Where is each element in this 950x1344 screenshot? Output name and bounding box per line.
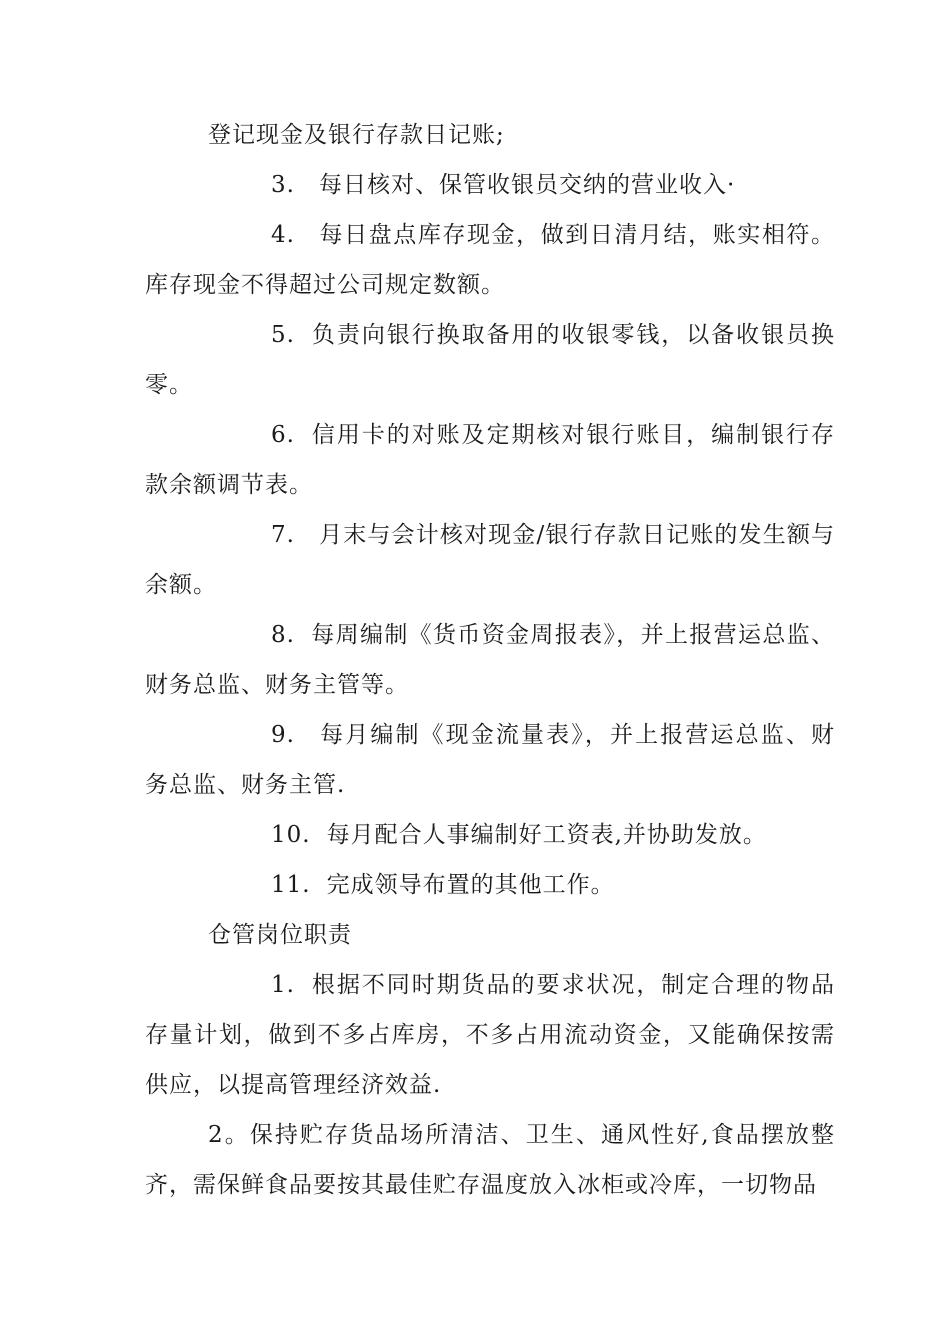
item-number: 5. bbox=[271, 322, 295, 348]
paragraph-text: 根据不同时期货品的要求状况，制定合理的物品存量计划，做到不多占库房，不多占用流动资金，又能确保按需供应，以提高管理经济效益. bbox=[145, 972, 835, 1098]
item-number: 4. bbox=[271, 222, 295, 248]
paragraph-text: 每日核对、保管收银员交纳的营业收入· bbox=[318, 172, 736, 198]
paragraph-item-3 bbox=[145, 160, 835, 210]
paragraph-text: 每日盘点库存现金，做到日清月结，账实相符。库存现金不得超过公司规定数额。 bbox=[145, 222, 835, 298]
item-number: 11. bbox=[271, 872, 311, 898]
item-number: 9. bbox=[271, 722, 295, 748]
paragraph-item-10 bbox=[145, 810, 835, 860]
paragraph-text: 登记现金及银行存款日记账; bbox=[208, 122, 505, 148]
paragraph-item-4 bbox=[145, 210, 835, 310]
paragraph-text: 每月编制《现金流量表》，并上报营运总监、财务总监、财务主管. bbox=[145, 722, 835, 798]
paragraph-text: 月末与会计核对现金/银行存款日记账的发生额与余额。 bbox=[145, 522, 835, 598]
section-heading-warehouse bbox=[145, 910, 835, 960]
paragraph-text: 每月配合人事编制好工资表,并协助发放。 bbox=[326, 822, 767, 848]
paragraph-item-9 bbox=[145, 710, 835, 810]
item-number: 10. bbox=[271, 822, 311, 848]
paragraph-text: 负责向银行换取备用的收银零钱，以备收银员换零。 bbox=[145, 322, 835, 398]
paragraph-item-7 bbox=[145, 510, 835, 610]
section-heading-text: 仓管岗位职责 bbox=[208, 922, 352, 948]
paragraph-text: 每周编制《货币资金周报表》，并上报营运总监、财务总监、财务主管等。 bbox=[145, 622, 835, 698]
item-number: 8. bbox=[271, 622, 295, 648]
paragraph-warehouse-item-2 bbox=[145, 1110, 835, 1210]
item-number: 7. bbox=[271, 522, 295, 548]
item-number: 6. bbox=[271, 422, 295, 448]
item-number: 2。 bbox=[208, 1122, 250, 1148]
paragraph-text: 信用卡的对账及定期核对银行账目，编制银行存款余额调节表。 bbox=[145, 422, 835, 498]
paragraph-item-8 bbox=[145, 610, 835, 710]
paragraph-item-5 bbox=[145, 310, 835, 410]
paragraph-warehouse-item-1 bbox=[145, 960, 835, 1110]
paragraph-item-11 bbox=[145, 860, 835, 910]
item-number: 3. bbox=[271, 172, 295, 198]
item-number: 1. bbox=[271, 972, 295, 998]
paragraph-item-6 bbox=[145, 410, 835, 510]
document-body bbox=[145, 110, 835, 1210]
paragraph-text: 保持贮存货品场所清洁、卫生、通风性好,食品摆放整齐，需保鲜食品要按其最佳贮存温度放入冰柜或冷库，一切物品 bbox=[145, 1122, 836, 1198]
paragraph-cash-ledger bbox=[145, 110, 835, 160]
paragraph-text: 完成领导布置的其他工作。 bbox=[326, 872, 615, 898]
